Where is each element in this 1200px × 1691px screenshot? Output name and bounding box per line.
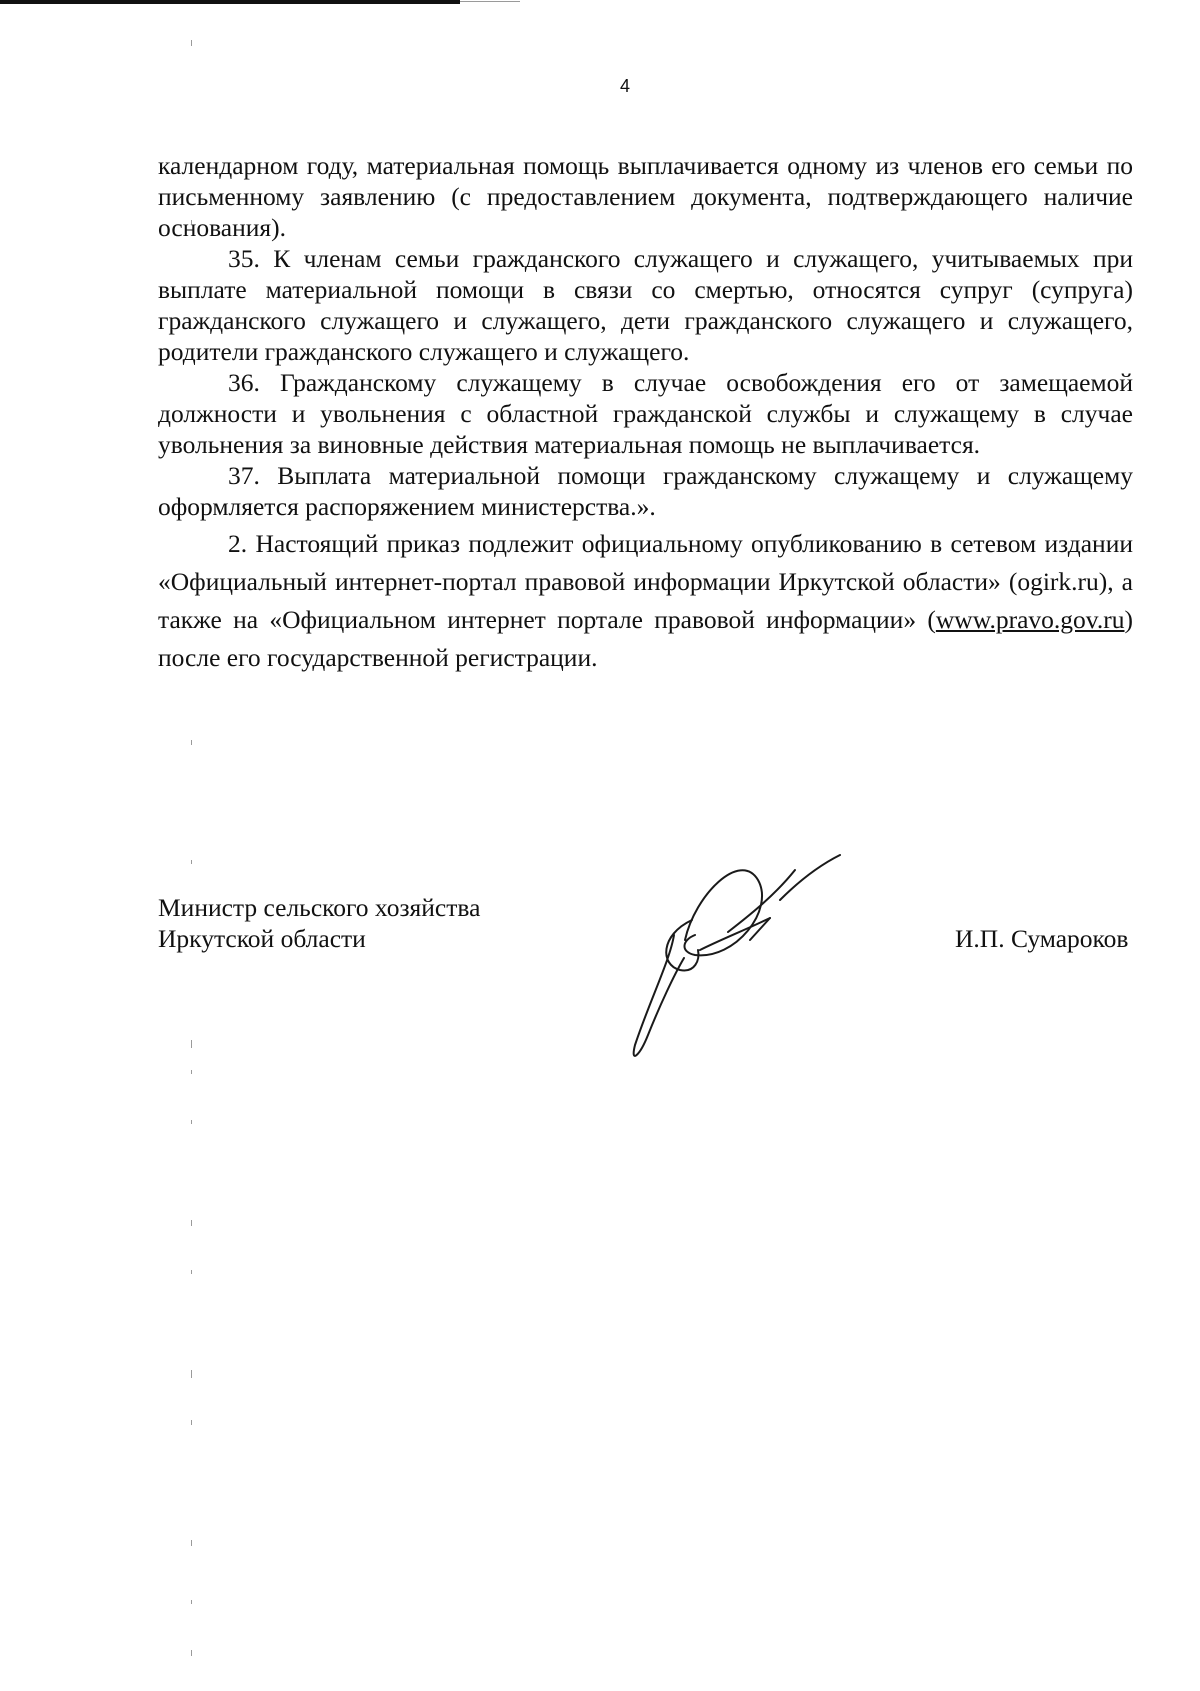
paragraph-continuation: календарном году, материальная помощь выплачивается одному из членов его семьи по письменному заявлению (с предоставлением документа, подтверждающего наличие основания). — [158, 151, 1133, 242]
document-body — [158, 150, 1133, 677]
signatory-name: И.П. Сумароков — [955, 924, 1129, 953]
signatory-title-line-1: Министр сельского хозяйства — [158, 893, 481, 922]
signatory-title-line-2: Иркутской области — [158, 924, 366, 953]
paragraph-publication — [158, 525, 1133, 677]
handwritten-signature-icon — [600, 840, 860, 1070]
paragraph-35: 35. К членам семьи гражданского служащего и служащего, учитываемых при выплате материальной помощи в связи со смертью, относятся супруг (супруга) гражданского служащего и служащего, дети гражданского служащего и служащего, родители гражданского служащего и служащего. — [158, 244, 1133, 366]
pravo-link[interactable]: www.pravo.gov.ru — [935, 605, 1125, 634]
scan-top-border-faint — [460, 1, 520, 2]
signatory-title — [158, 892, 480, 954]
scan-top-border — [0, 0, 460, 4]
publication-text: 2. Настоящий приказ подлежит официальному опубликованию в сетевом издании «Официальный интернет-портал правовой информации Иркутской области» (ogirk.ru), а также на «Официальном интернет портале правовой информации» ( — [158, 529, 1133, 634]
paragraph-36: 36. Гражданскому служащему в случае освобождения его от замещаемой должности и увольнения с областной гражданской службы и служащему в случае увольнения за виновные действия материальная помощь не выплачивается. — [158, 368, 1133, 459]
publication-tail: ) после его государственной регистрации. — [158, 605, 1133, 672]
paragraph-37: 37. Выплата материальной помощи гражданскому служащему и служащему оформляется распоряжением министерства.». — [158, 461, 1133, 521]
page-number: 4 — [619, 76, 630, 96]
